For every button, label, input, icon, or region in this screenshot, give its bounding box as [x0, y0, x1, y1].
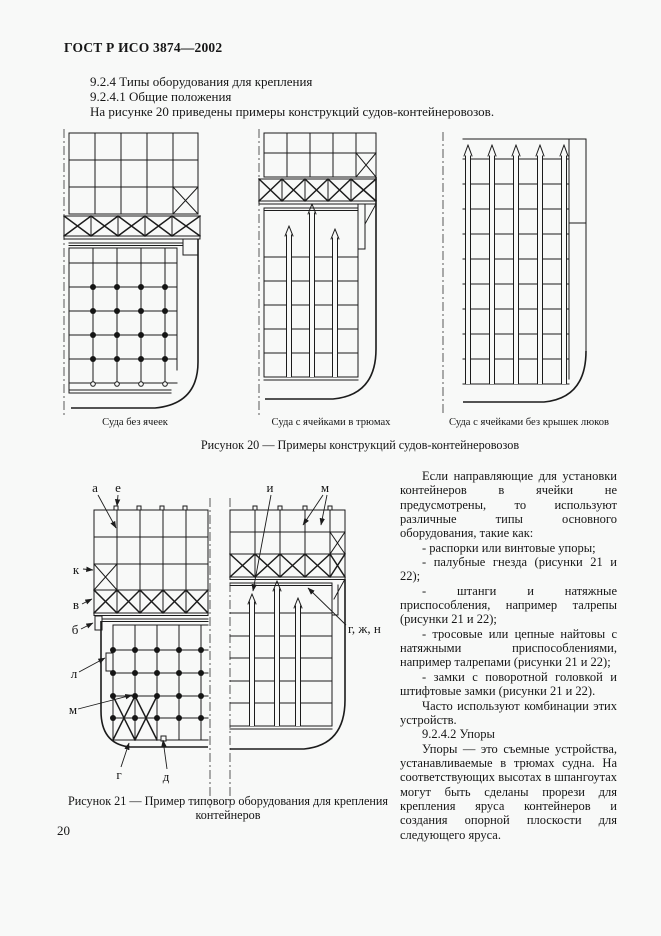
label-m2: м: [320, 480, 330, 495]
label-a: а: [92, 480, 98, 495]
label-l: л: [70, 666, 78, 681]
intro-paragraph: На рисунке 20 приведены примеры конструкций судов-контейнеровозов.: [90, 104, 495, 120]
fig20-ship-without-cells-diagram: [59, 127, 209, 419]
label-i: и: [266, 480, 274, 495]
figure20-title: Рисунок 20 — Примеры конструкций судов-контейнеровозов: [200, 438, 520, 452]
fig20-caption-2: Суда с ячейками в трюмах: [271, 417, 391, 428]
label-k: к: [72, 562, 80, 577]
figure21-title-line1: Рисунок 21 — Пример типового оборудования для крепления: [67, 794, 389, 808]
paragraph-stoppers: Упоры — это съемные устройства, устанавливаемые в трюмах судна. На соответствующих высотах в шпангоутах могут быть сделаны прорези для крепления яруса контейнеров и создания опорной плоскости для следующего яруса.: [400, 741, 617, 842]
label-v: в: [72, 597, 80, 612]
fig21-left-diagram: [60, 468, 215, 813]
label-e: е: [115, 480, 121, 495]
list-item: - распорки или винтовые упоры;: [422, 540, 596, 555]
label-g-zh-n: г, ж, н: [348, 621, 381, 636]
list-item: - замки с поворотной головкой и штифтовые замки (рисунки 21 и 22).: [400, 669, 617, 699]
document-header: ГОСТ Р ИСО 3874—2002: [64, 40, 223, 55]
intro-block: [90, 74, 620, 120]
label-m: м: [68, 702, 78, 717]
body-text-column: [400, 469, 617, 842]
fig20-ship-cells-in-holds-diagram: [255, 127, 395, 419]
label-d: д: [162, 769, 170, 784]
label-g: г: [116, 767, 122, 782]
section-heading-9242: 9.2.4.2 Упоры: [422, 727, 495, 742]
list-item: - штанги и натяжные приспособления, например талрепы (рисунки 21 и 22);: [400, 583, 617, 627]
cell-guide-rails: [248, 581, 302, 726]
leader-lines: [78, 495, 167, 769]
page-number: 20: [57, 823, 70, 838]
section-heading-9241: 9.2.4.1 Общие положения: [90, 89, 232, 105]
list-item: - тросовые или цепные найтовы с натяжными приспособлениями, например талрепами (рисунки 21 и 22);: [400, 626, 617, 670]
paragraph-combinations: Часто используют комбинации этих устройств.: [400, 698, 617, 727]
figure21-title: [66, 794, 390, 822]
fig20-caption-3: Суда с ячейками без крышек люков: [448, 417, 610, 428]
bottom-fitting: [161, 736, 166, 741]
list-item: - палубные гнезда (рисунки 21 и 22);: [400, 555, 617, 584]
fig20-caption-1: Суда без ячеек: [102, 417, 168, 428]
cell-guide-rails: [285, 204, 339, 377]
fig21-right-diagram: [222, 468, 400, 813]
label-b: б: [71, 622, 79, 637]
cell-guide-rails: [464, 145, 568, 384]
shell-bracket-detail: [106, 653, 113, 671]
fig20-ship-cells-no-hatch-covers-diagram: [440, 126, 618, 418]
paragraph-equipment-intro: Если направляющие для установки контейнеров в ячейки не предусмотрены, то используют различные типы основного оборудования, такие как:: [400, 469, 617, 541]
figure21-title-line2: контейнеров: [195, 808, 261, 822]
section-heading-924: 9.2.4 Типы оборудования для крепления: [90, 74, 313, 89]
